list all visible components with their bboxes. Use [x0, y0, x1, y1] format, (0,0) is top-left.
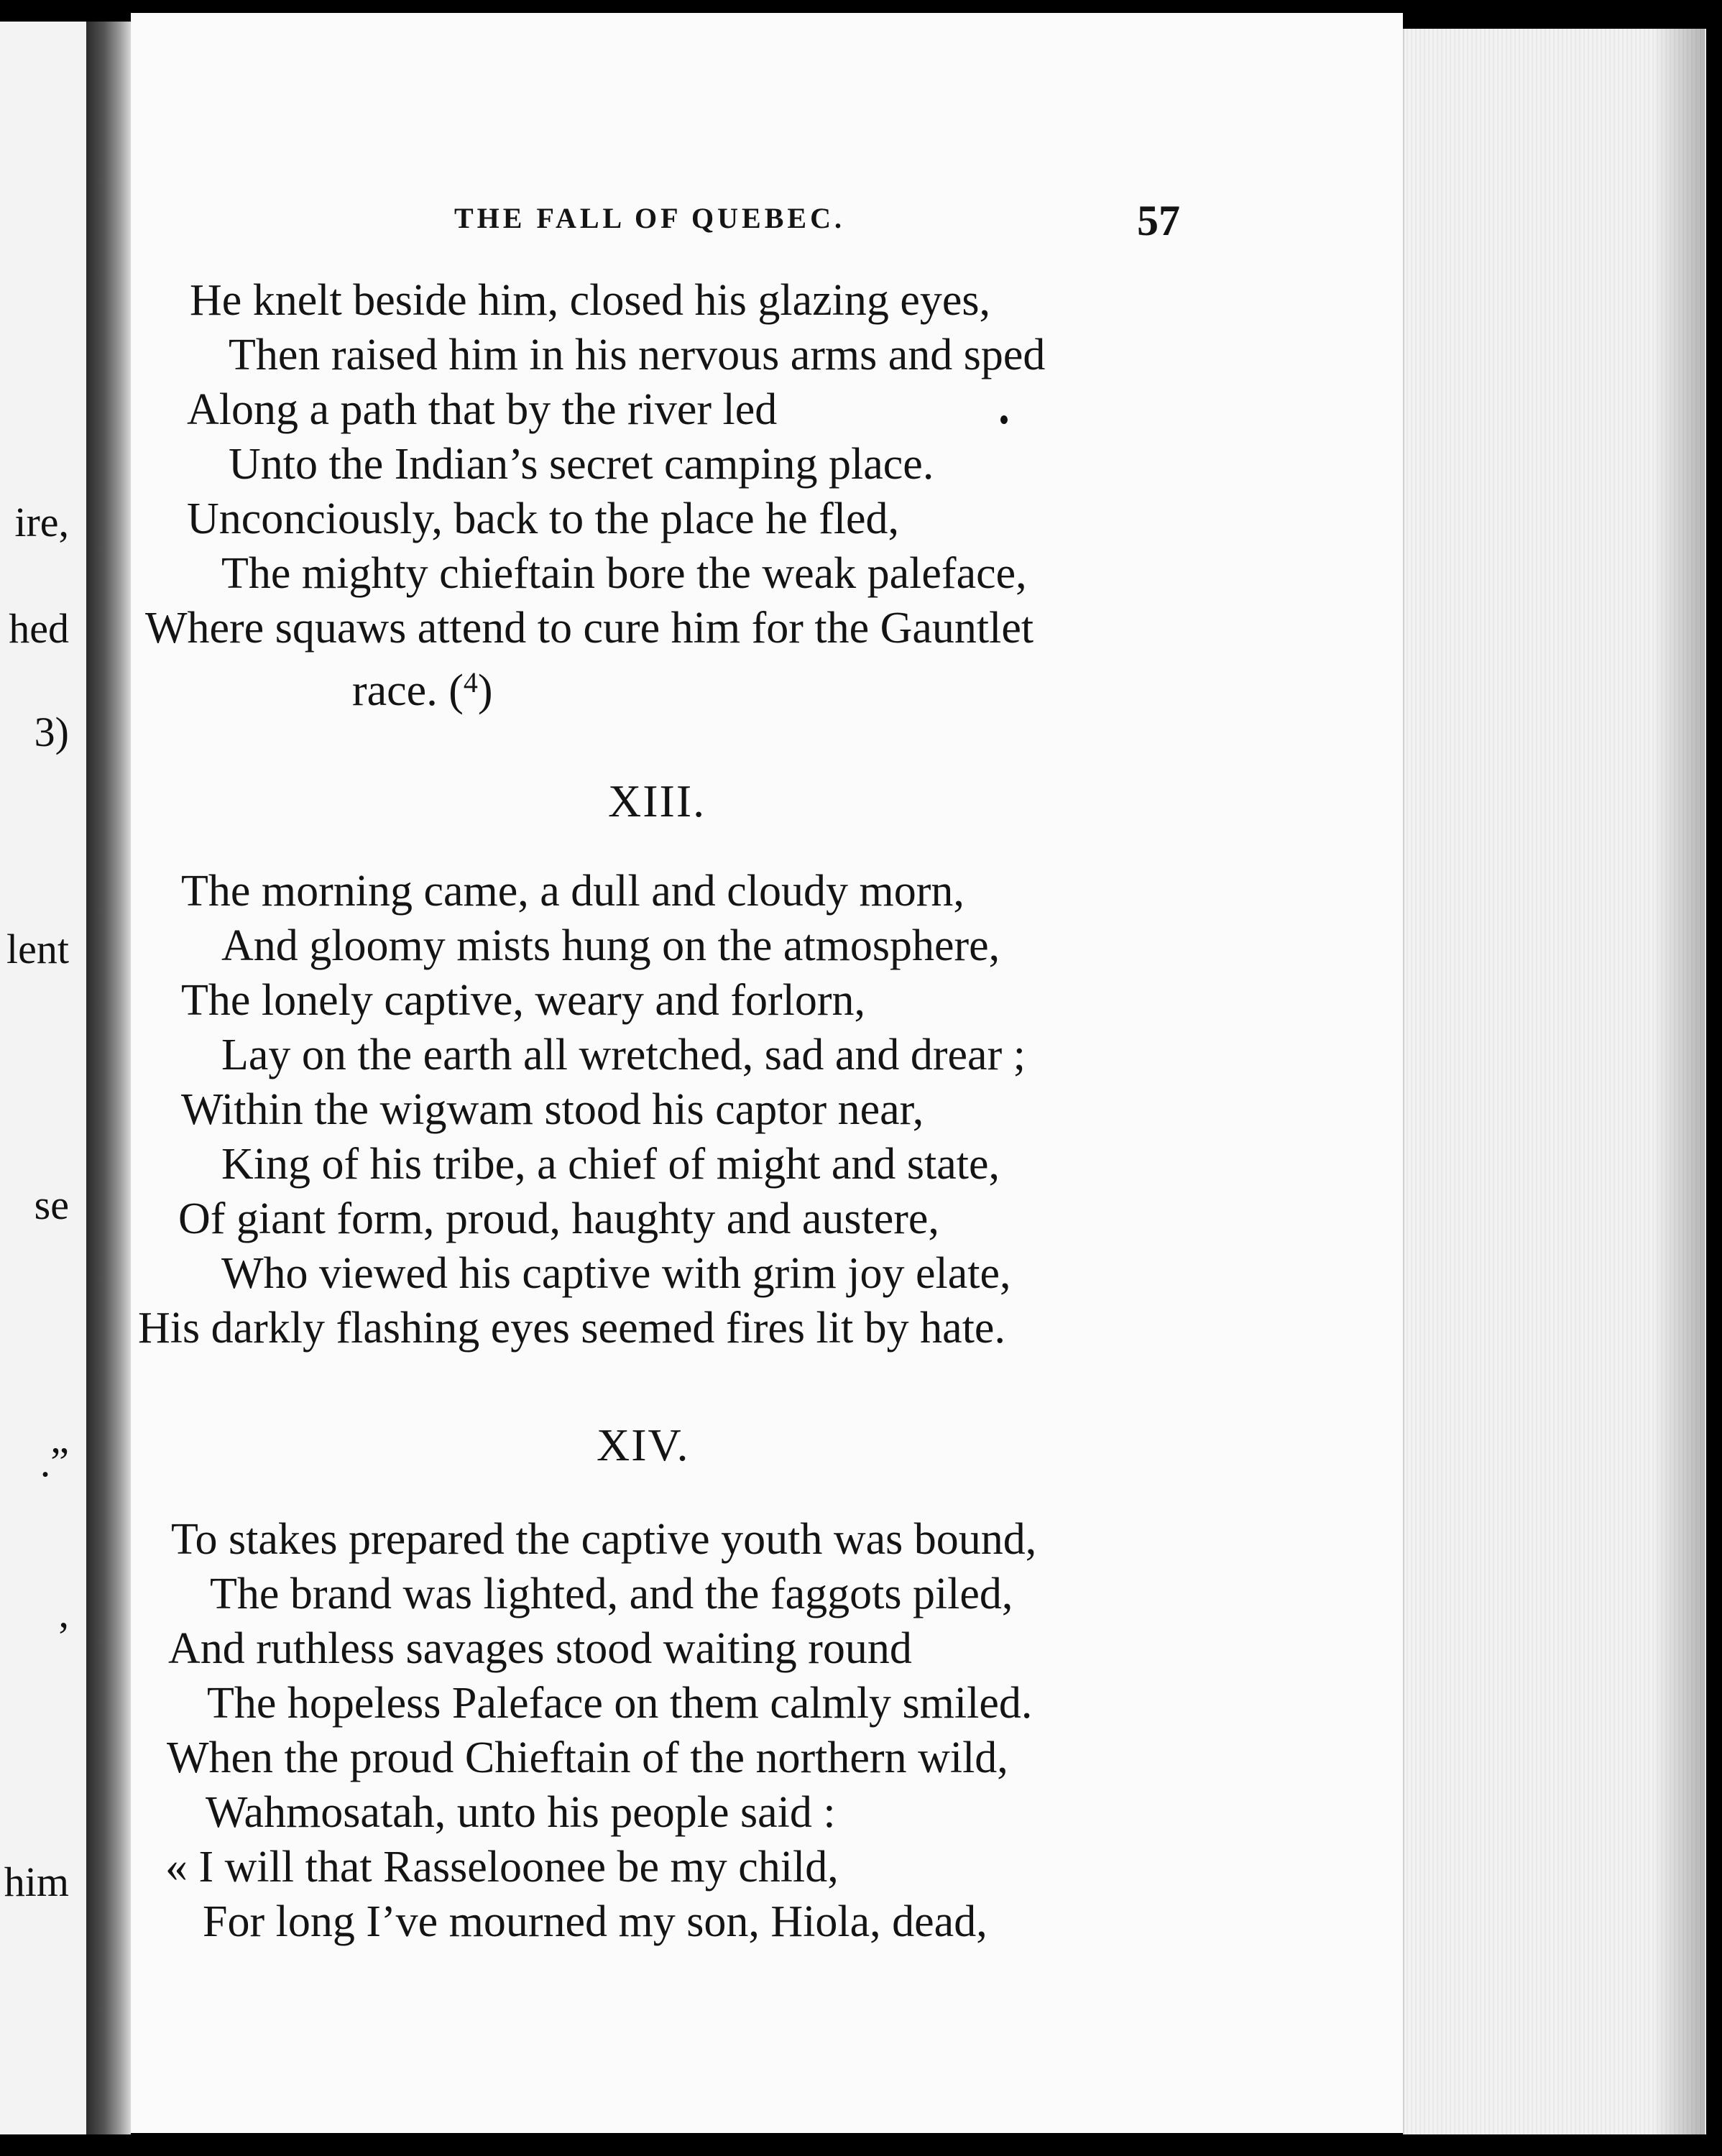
verse-line: Unconciously, back to the place he fled,	[187, 494, 900, 543]
verse-line-turnover: race. ($^4$)	[352, 666, 493, 715]
verse-line: Where squaws attend to cure him for the Gauntlet	[145, 604, 1034, 653]
book-gutter	[86, 22, 131, 2134]
left-page-fragment: ,	[58, 1590, 69, 1636]
verse-line: For long I’ve mourned my son, Hiola, dead,	[203, 1897, 987, 1946]
verse-line: The hopeless Paleface on them calmly smiled.	[207, 1679, 1033, 1728]
stanza-continuation	[131, 273, 1046, 715]
left-page-fragment: 3)	[34, 709, 69, 755]
verse-line: Wahmosatah, unto his people said :	[206, 1788, 836, 1837]
verse-line: Then raised him in his nervous arms and sped	[229, 331, 1046, 379]
verse-line: Who viewed his captive with grim joy elate,	[221, 1249, 1011, 1298]
left-page-fragment: lent	[6, 926, 69, 972]
verse-line: The mighty chieftain bore the weak paleface,	[221, 549, 1027, 598]
stanza-xiii	[131, 864, 1026, 1355]
verse-line: His darkly flashing eyes seemed fires lit by hate.	[138, 1304, 1005, 1353]
verse-line: When the proud Chieftain of the northern wild,	[167, 1733, 1008, 1782]
verse-line: The morning came, a dull and cloudy morn,	[181, 867, 964, 916]
verse-line: « I will that Rasseloonee be my child,	[165, 1843, 839, 1892]
left-page-fragment: se	[34, 1181, 69, 1228]
left-page-fragment: ire,	[14, 499, 69, 545]
verse-line: And ruthless savages stood waiting round	[168, 1624, 912, 1673]
print-speck	[1000, 415, 1008, 424]
running-head: THE FALL OF QUEBEC.	[454, 202, 845, 234]
verse-line: King of his tribe, a chief of might and state,	[221, 1140, 1000, 1189]
verse-line: Of giant form, proud, haughty and austere,	[178, 1194, 939, 1243]
page-edges-shadow	[1653, 29, 1705, 2134]
note-reference: 4	[463, 666, 478, 699]
book-page	[131, 13, 1403, 2133]
verse-line: To stakes prepared the captive youth was bound,	[171, 1515, 1037, 1564]
verse-line: Along a path that by the river led	[187, 385, 778, 434]
previous-page-edge	[0, 22, 88, 2134]
left-page-fragment: hed	[9, 605, 69, 652]
stanza-heading-xiv: XIV.	[597, 1419, 690, 1470]
verse-line: The brand was lighted, and the faggots piled,	[210, 1570, 1013, 1618]
verse-line: The lonely captive, weary and forlorn,	[181, 976, 866, 1025]
verse-line: Unto the Indian’s secret camping place.	[229, 440, 934, 489]
stanza-heading-xiii: XIII.	[608, 775, 706, 826]
verse-line: He knelt beside him, closed his glazing eyes,	[190, 276, 991, 325]
left-page-fragment: .”	[40, 1439, 69, 1485]
verse-line: Lay on the earth all wretched, sad and drear ;	[221, 1031, 1026, 1079]
page-number: 57	[1137, 197, 1180, 244]
verse-line: And gloomy mists hung on the atmosphere,	[221, 921, 1000, 970]
verse-line-text: race.	[352, 666, 438, 715]
left-page-fragment: him	[4, 1858, 69, 1905]
stanza-xiv	[131, 1512, 1036, 1949]
verse-line: Within the wigwam stood his captor near,	[181, 1085, 924, 1134]
